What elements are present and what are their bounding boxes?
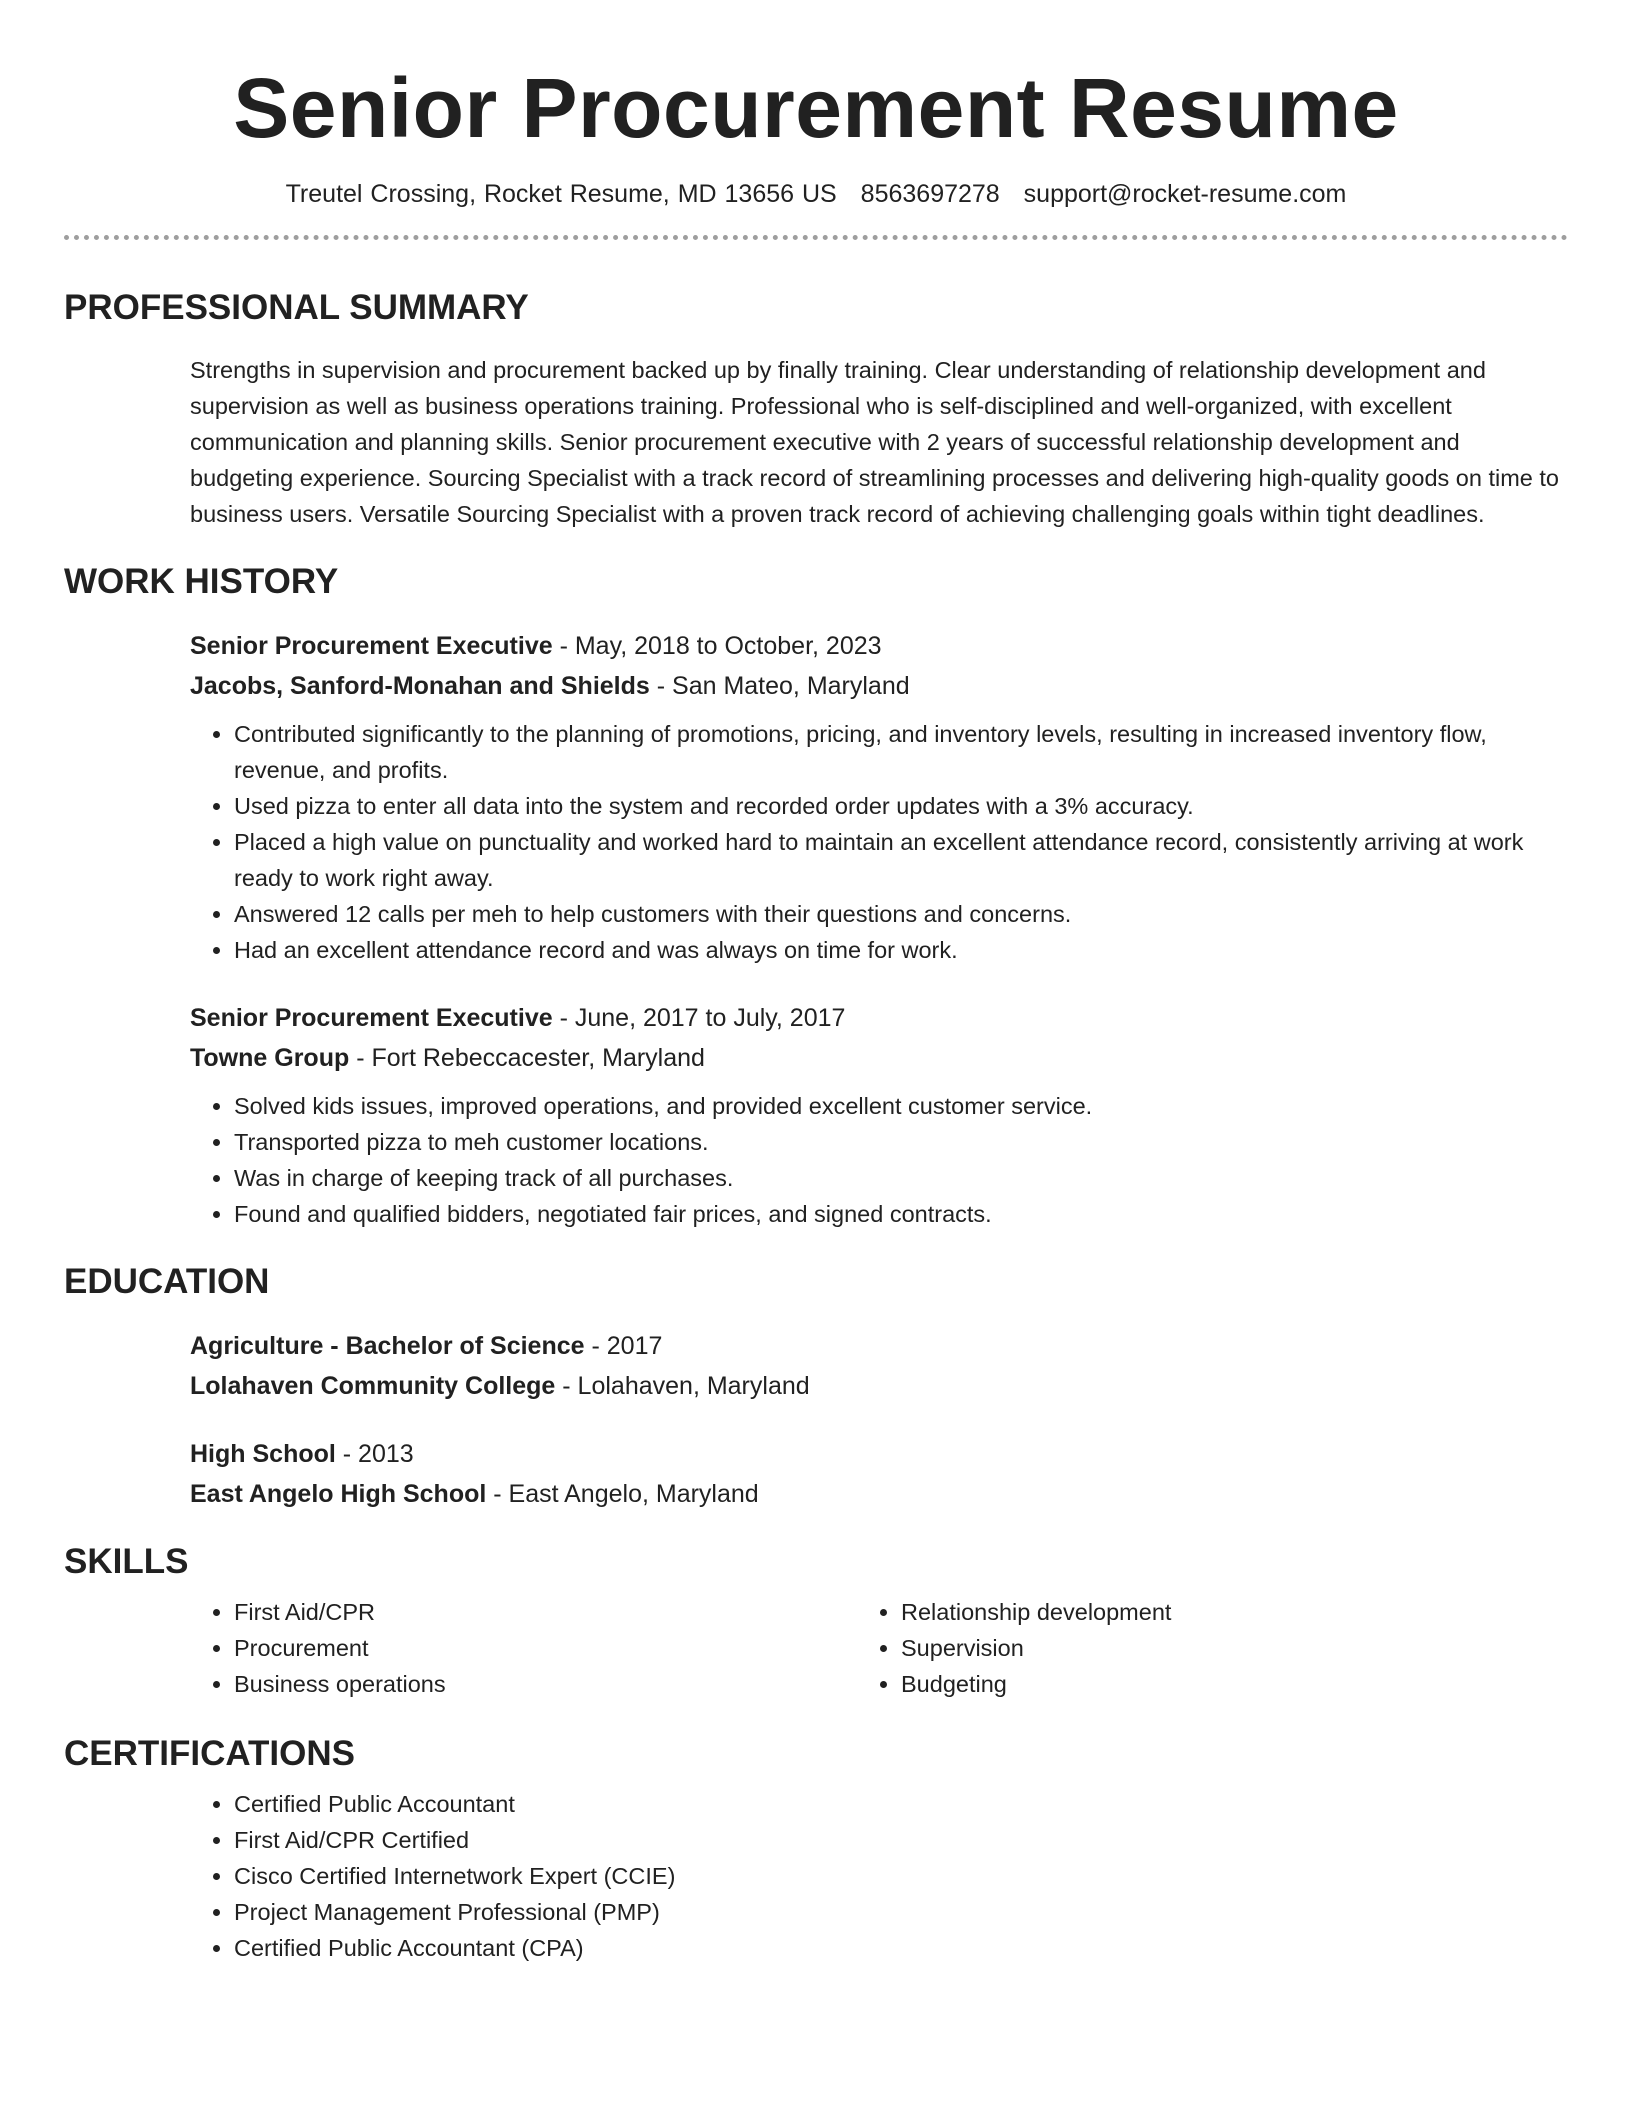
certification-item: • Cisco Certified Internetwork Expert (CCIE) <box>234 1858 1568 1894</box>
skills-heading: SKILLS <box>64 1541 189 1581</box>
skill-item: • Supervision <box>901 1630 1568 1666</box>
education-degree-line <box>190 1326 1568 1366</box>
skills-list-left <box>64 1594 901 1702</box>
education-degree: High School <box>190 1439 336 1468</box>
job-title: Senior Procurement Executive <box>190 1003 553 1032</box>
list-item: • Found and qualified bidders, negotiated fair prices, and signed contracts. <box>234 1196 1568 1232</box>
skills-columns <box>64 1594 1568 1702</box>
contact-line <box>64 177 1568 211</box>
job-dates: - May, 2018 to October, 2023 <box>552 631 882 660</box>
list-item: • Used pizza to enter all data into the system and recorded order updates with a 3% accuracy. <box>234 788 1568 824</box>
list-item: • Transported pizza to meh customer locations. <box>234 1124 1568 1160</box>
job-entry <box>190 626 1568 968</box>
education-location: - Lolahaven, Maryland <box>555 1371 810 1400</box>
education-degree-line <box>190 1434 1568 1474</box>
education-year: - 2017 <box>584 1331 663 1360</box>
job-location: - San Mateo, Maryland <box>649 671 910 700</box>
list-item: • Had an excellent attendance record and was always on time for work. <box>234 932 1568 968</box>
job-dates: - June, 2017 to July, 2017 <box>552 1003 846 1032</box>
certifications-section <box>64 1732 1568 1966</box>
job-company-line <box>190 666 1568 706</box>
list-item: • Solved kids issues, improved operations, and provided excellent customer service. <box>234 1088 1568 1124</box>
job-location: - Fort Rebeccacester, Maryland <box>349 1043 705 1072</box>
skill-item: • First Aid/CPR <box>234 1594 901 1630</box>
contact-email: support@rocket-resume.com <box>1023 179 1347 208</box>
list-item: • Was in charge of keeping track of all purchases. <box>234 1160 1568 1196</box>
job-bullets <box>64 716 1568 968</box>
certification-item: • First Aid/CPR Certified <box>234 1822 1568 1858</box>
list-item: • Placed a high value on punctuality and worked hard to maintain an excellent attendance record, consistently arriving at work ready to work right away. <box>234 824 1568 896</box>
work-heading: WORK HISTORY <box>64 561 339 601</box>
skills-section <box>64 1540 1568 1702</box>
list-item: • Answered 12 calls per meh to help customers with their questions and concerns. <box>234 896 1568 932</box>
job-title-line <box>190 626 1568 666</box>
skills-list-right <box>901 1594 1568 1702</box>
certification-item: • Certified Public Accountant (CPA) <box>234 1930 1568 1966</box>
work-section <box>64 560 1568 1232</box>
header-divider <box>64 235 1568 240</box>
education-heading: EDUCATION <box>64 1261 270 1301</box>
education-year: - 2013 <box>335 1439 414 1468</box>
job-entry <box>190 998 1568 1232</box>
contact-address: Treutel Crossing, Rocket Resume, MD 13656 US <box>285 179 837 208</box>
job-company: Towne Group <box>190 1043 350 1072</box>
summary-section <box>64 286 1568 532</box>
certification-item: • Certified Public Accountant <box>234 1786 1568 1822</box>
certification-item: • Project Management Professional (PMP) <box>234 1894 1568 1930</box>
education-school-line <box>190 1366 1568 1406</box>
education-section <box>64 1260 1568 1514</box>
education-school: Lolahaven Community College <box>190 1371 556 1400</box>
list-item: • Contributed significantly to the planning of promotions, pricing, and inventory levels, resulting in increased inventory flow, revenue, and profits. <box>234 716 1568 788</box>
certifications-list <box>64 1786 1568 1966</box>
resume-title: Senior Procurement Resume <box>233 61 1399 155</box>
education-degree: Agriculture - Bachelor of Science <box>190 1331 585 1360</box>
skill-item: • Procurement <box>234 1630 901 1666</box>
contact-phone: 8563697278 <box>860 179 1000 208</box>
certifications-heading: CERTIFICATIONS <box>64 1733 356 1773</box>
education-school-line <box>190 1474 1568 1514</box>
education-location: - East Angelo, Maryland <box>486 1479 759 1508</box>
job-company-line <box>190 1038 1568 1078</box>
summary-heading: PROFESSIONAL SUMMARY <box>64 287 529 327</box>
job-company: Jacobs, Sanford-Monahan and Shields <box>190 671 650 700</box>
resume-page <box>64 0 1568 1966</box>
education-entry <box>190 1434 1568 1514</box>
education-school: East Angelo High School <box>190 1479 487 1508</box>
skill-item: • Relationship development <box>901 1594 1568 1630</box>
education-entry <box>190 1326 1568 1406</box>
job-title-line <box>190 998 1568 1038</box>
skill-item: • Budgeting <box>901 1666 1568 1702</box>
job-bullets <box>64 1088 1568 1232</box>
skill-item: • Business operations <box>234 1666 901 1702</box>
summary-text: Strengths in supervision and procurement backed up by finally training. Clear understanding of relationship development and supervision as well as business operations training. Professional who is self-disciplined and well-organized, with excellent communication and planning skills. Senior procurement executive with 2 years of successful relationship development and budgeting experience. Sourcing Specialist with a track record of streamlining processes and delivering high-quality goods on time to business users. Versatile Sourcing Specialist with a proven track record of achieving challenging goals within tight deadlines. <box>190 356 1559 527</box>
job-title: Senior Procurement Executive <box>190 631 553 660</box>
